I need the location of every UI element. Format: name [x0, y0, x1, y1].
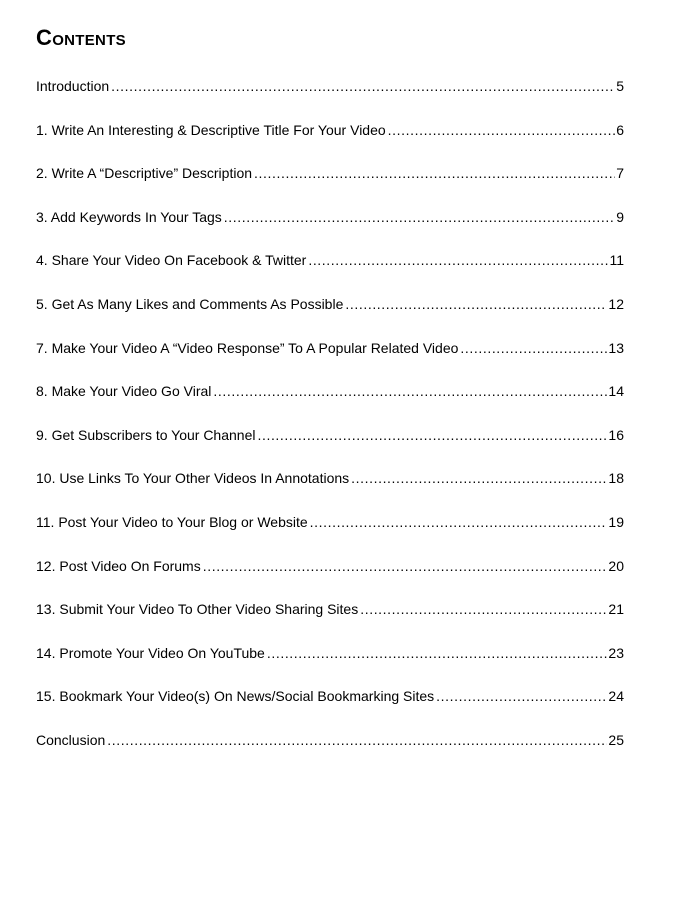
- toc-page-number: 9: [616, 208, 624, 225]
- toc-page-number: 14: [608, 383, 624, 400]
- toc-entry-title: 4. Share Your Video On Facebook & Twitter: [36, 252, 307, 269]
- toc-entry-title: 12. Post Video On Forums: [36, 557, 201, 574]
- toc-dot-leader: [460, 336, 607, 360]
- toc-page-number: 11: [609, 252, 624, 269]
- toc-dot-leader: [310, 510, 608, 534]
- toc-dot-leader: [111, 74, 615, 98]
- toc-entry-title: 3. Add Keywords In Your Tags: [36, 208, 222, 225]
- toc-dot-leader: [213, 379, 607, 403]
- toc-entry-title: 9. Get Subscribers to Your Channel: [36, 426, 256, 443]
- toc-page-number: 24: [608, 688, 624, 705]
- toc-entry-10[interactable]: [36, 466, 624, 510]
- toc-entry-conclusion[interactable]: [36, 728, 624, 772]
- toc-dot-leader: [436, 684, 607, 708]
- toc-entry-3[interactable]: [36, 205, 624, 249]
- toc-entry-1[interactable]: [36, 118, 624, 162]
- toc-page-number: 7: [616, 165, 624, 182]
- toc-page-number: 12: [608, 295, 624, 312]
- toc-page-number: 18: [608, 470, 624, 487]
- toc-page-number: 13: [608, 339, 624, 356]
- toc-entry-title: 2. Write A “Descriptive” Description: [36, 165, 253, 182]
- toc-page-number: 6: [616, 121, 624, 138]
- toc-page-number: 5: [616, 78, 624, 94]
- toc-entry-8[interactable]: [36, 379, 624, 423]
- toc-entry-7[interactable]: [36, 336, 624, 380]
- toc-entry-title: 1. Write An Interesting & Descriptive Title For Your Video: [36, 121, 386, 138]
- table-of-contents: [36, 74, 624, 772]
- toc-page-number: 16: [608, 426, 624, 443]
- toc-entry-title: Introduction: [36, 78, 110, 94]
- toc-dot-leader: [345, 292, 607, 316]
- toc-entry-9[interactable]: [36, 423, 624, 467]
- toc-entry-title: 11. Post Your Video to Your Blog or Website: [36, 513, 308, 530]
- toc-page-number: 19: [608, 513, 624, 530]
- toc-dot-leader: [267, 641, 608, 665]
- toc-dot-leader: [107, 728, 607, 752]
- toc-entry-title: Conclusion: [36, 731, 106, 748]
- toc-entry-introduction[interactable]: [36, 74, 624, 118]
- toc-entry-13[interactable]: [36, 597, 624, 641]
- toc-entry-5[interactable]: [36, 292, 624, 336]
- contents-heading: Contents: [36, 25, 126, 50]
- toc-dot-leader: [308, 248, 608, 272]
- toc-dot-leader: [224, 205, 615, 229]
- toc-entry-title: 7. Make Your Video A “Video Response” To A Popular Related Video: [36, 339, 459, 356]
- toc-entry-2[interactable]: [36, 161, 624, 205]
- toc-page-number: 20: [608, 557, 624, 574]
- toc-dot-leader: [254, 161, 615, 185]
- toc-entry-12[interactable]: [36, 554, 624, 598]
- toc-page-number: 23: [608, 644, 624, 661]
- toc-page-number: 25: [608, 731, 624, 748]
- toc-entry-15[interactable]: [36, 684, 624, 728]
- toc-entry-title: 8. Make Your Video Go Viral: [36, 383, 212, 400]
- toc-entry-11[interactable]: [36, 510, 624, 554]
- toc-dot-leader: [388, 118, 615, 142]
- toc-entry-title: 14. Promote Your Video On YouTube: [36, 644, 265, 661]
- toc-dot-leader: [203, 554, 608, 578]
- toc-entry-title: 13. Submit Your Video To Other Video Sharing Sites: [36, 601, 359, 618]
- toc-entry-title: 15. Bookmark Your Video(s) On News/Social Bookmarking Sites: [36, 688, 435, 705]
- toc-entry-title: 5. Get As Many Likes and Comments As Possible: [36, 295, 344, 312]
- toc-dot-leader: [351, 466, 607, 490]
- toc-dot-leader: [257, 423, 607, 447]
- toc-entry-title: 10. Use Links To Your Other Videos In Annotations: [36, 470, 350, 487]
- toc-dot-leader: [360, 597, 607, 621]
- toc-entry-4[interactable]: [36, 248, 624, 292]
- toc-page-number: 21: [608, 601, 624, 618]
- toc-entry-14[interactable]: [36, 641, 624, 685]
